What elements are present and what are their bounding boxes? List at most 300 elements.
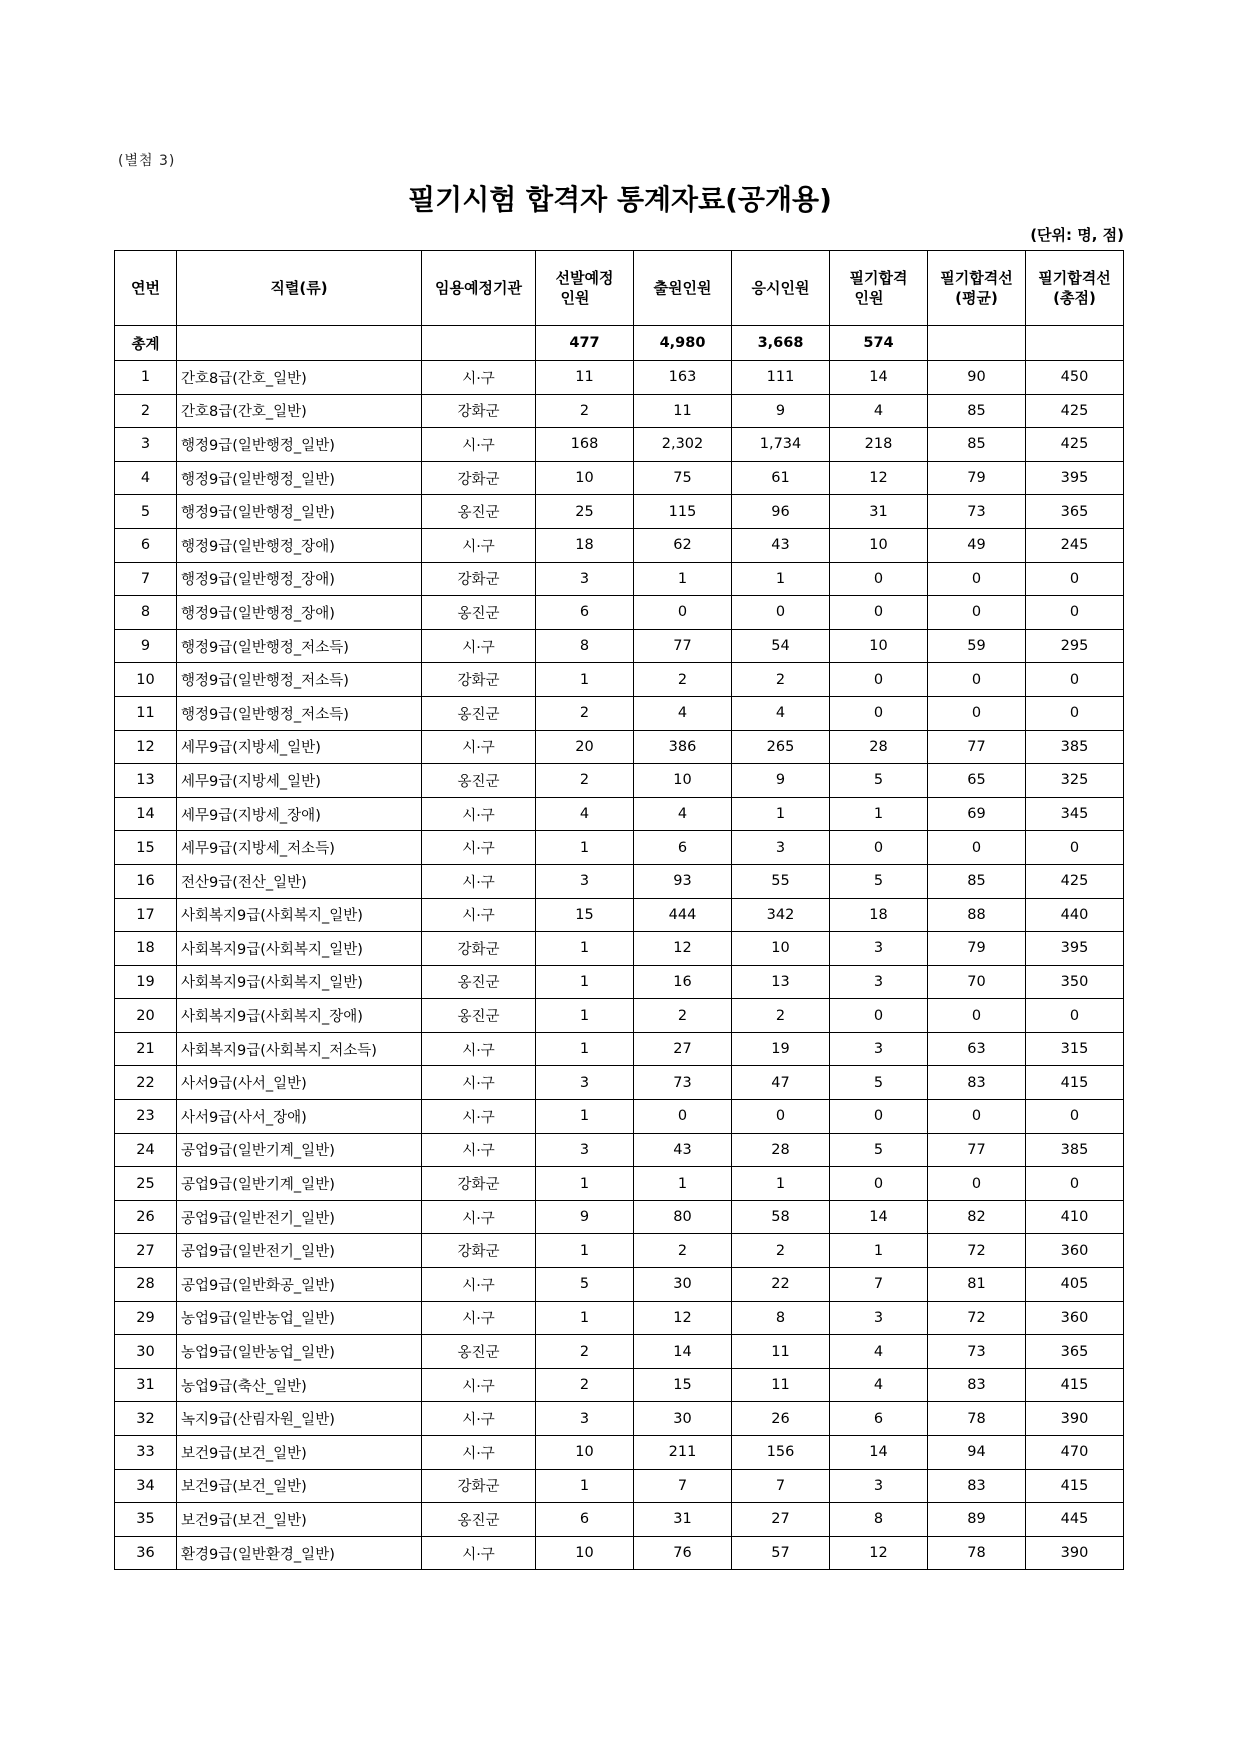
row-cutoff-avg: 69 (928, 797, 1026, 831)
row-examinees: 3 (732, 831, 830, 865)
row-passers: 0 (830, 663, 928, 697)
row-rank: 행정9급(일반행정_저소득) (177, 696, 422, 730)
header-cutoff-avg (928, 251, 1026, 326)
row-no: 18 (115, 932, 177, 966)
row-agency: 시·구 (422, 1066, 536, 1100)
row-passers: 0 (830, 1167, 928, 1201)
row-agency: 옹진군 (422, 965, 536, 999)
row-agency: 옹진군 (422, 495, 536, 529)
row-examinees: 2 (732, 663, 830, 697)
row-examinees: 2 (732, 999, 830, 1033)
row-planned: 4 (536, 797, 634, 831)
table-row (115, 864, 1124, 898)
row-no: 31 (115, 1368, 177, 1402)
row-cutoff-total: 0 (1026, 1100, 1124, 1134)
row-examinees: 0 (732, 1100, 830, 1134)
row-examinees: 96 (732, 495, 830, 529)
row-cutoff-avg: 0 (928, 831, 1026, 865)
table-row (115, 1200, 1124, 1234)
row-examinees: 19 (732, 1032, 830, 1066)
row-planned: 6 (536, 596, 634, 630)
row-passers: 4 (830, 1335, 928, 1369)
table-row (115, 1335, 1124, 1369)
row-planned: 1 (536, 965, 634, 999)
row-examinees: 1 (732, 797, 830, 831)
row-cutoff-avg: 0 (928, 663, 1026, 697)
row-examinees: 0 (732, 596, 830, 630)
row-passers: 0 (830, 1100, 928, 1134)
row-rank: 보건9급(보건_일반) (177, 1436, 422, 1470)
row-examinees: 11 (732, 1335, 830, 1369)
row-cutoff-total: 350 (1026, 965, 1124, 999)
row-passers: 12 (830, 1536, 928, 1570)
table-row (115, 1368, 1124, 1402)
row-passers: 28 (830, 730, 928, 764)
row-examinees: 13 (732, 965, 830, 999)
row-passers: 0 (830, 696, 928, 730)
row-cutoff-total: 425 (1026, 428, 1124, 462)
total-examinees: 3,668 (732, 326, 830, 361)
row-no: 24 (115, 1133, 177, 1167)
row-planned: 10 (536, 461, 634, 495)
row-rank: 전산9급(전산_일반) (177, 864, 422, 898)
table-row (115, 1032, 1124, 1066)
table-row (115, 1100, 1124, 1134)
row-cutoff-total: 425 (1026, 394, 1124, 428)
table-row (115, 1234, 1124, 1268)
row-planned: 10 (536, 1436, 634, 1470)
total-rank-empty (177, 326, 422, 361)
row-agency: 강화군 (422, 663, 536, 697)
header-cutoff-total-line1: 필기합격선 (1038, 269, 1111, 287)
row-passers: 5 (830, 1066, 928, 1100)
row-passers: 7 (830, 1268, 928, 1302)
row-agency: 시·구 (422, 428, 536, 462)
row-agency: 시·구 (422, 1268, 536, 1302)
table-row (115, 1436, 1124, 1470)
row-cutoff-avg: 73 (928, 1335, 1026, 1369)
row-no: 2 (115, 394, 177, 428)
row-passers: 31 (830, 495, 928, 529)
row-applicants: 11 (634, 394, 732, 428)
row-rank: 사회복지9급(사회복지_장애) (177, 999, 422, 1033)
row-cutoff-total: 415 (1026, 1469, 1124, 1503)
row-rank: 세무9급(지방세_일반) (177, 730, 422, 764)
row-applicants: 76 (634, 1536, 732, 1570)
row-applicants: 2 (634, 999, 732, 1033)
row-passers: 3 (830, 1032, 928, 1066)
header-passers (830, 251, 928, 326)
row-cutoff-avg: 88 (928, 898, 1026, 932)
row-examinees: 9 (732, 764, 830, 798)
row-agency: 시·구 (422, 1368, 536, 1402)
row-agency: 시·구 (422, 629, 536, 663)
table-row (115, 965, 1124, 999)
row-agency: 시·구 (422, 1200, 536, 1234)
row-agency: 강화군 (422, 461, 536, 495)
row-examinees: 26 (732, 1402, 830, 1436)
row-no: 16 (115, 864, 177, 898)
row-passers: 0 (830, 831, 928, 865)
row-passers: 4 (830, 394, 928, 428)
row-applicants: 211 (634, 1436, 732, 1470)
row-applicants: 115 (634, 495, 732, 529)
row-agency: 강화군 (422, 932, 536, 966)
statistics-table (114, 250, 1124, 1570)
header-planned-line2: 인원 (560, 289, 590, 307)
row-planned: 2 (536, 696, 634, 730)
row-cutoff-total: 0 (1026, 999, 1124, 1033)
row-applicants: 2 (634, 1234, 732, 1268)
table-row (115, 999, 1124, 1033)
row-examinees: 2 (732, 1234, 830, 1268)
row-cutoff-avg: 78 (928, 1536, 1026, 1570)
table-row (115, 1133, 1124, 1167)
row-planned: 168 (536, 428, 634, 462)
header-cutoff-total (1026, 251, 1124, 326)
table-row (115, 1402, 1124, 1436)
row-agency: 강화군 (422, 394, 536, 428)
row-no: 1 (115, 361, 177, 395)
row-applicants: 62 (634, 528, 732, 562)
row-planned: 6 (536, 1503, 634, 1537)
row-planned: 1 (536, 663, 634, 697)
header-passers-line1: 필기합격 (849, 269, 908, 287)
row-examinees: 28 (732, 1133, 830, 1167)
row-planned: 1 (536, 1032, 634, 1066)
table-row (115, 629, 1124, 663)
row-rank: 사서9급(사서_장애) (177, 1100, 422, 1134)
row-applicants: 43 (634, 1133, 732, 1167)
row-agency: 시·구 (422, 797, 536, 831)
row-no: 32 (115, 1402, 177, 1436)
row-cutoff-avg: 94 (928, 1436, 1026, 1470)
row-no: 4 (115, 461, 177, 495)
row-cutoff-avg: 79 (928, 461, 1026, 495)
row-cutoff-total: 0 (1026, 831, 1124, 865)
row-rank: 환경9급(일반환경_일반) (177, 1536, 422, 1570)
row-rank: 사서9급(사서_일반) (177, 1066, 422, 1100)
row-examinees: 1 (732, 1167, 830, 1201)
row-planned: 18 (536, 528, 634, 562)
total-label: 총계 (115, 326, 177, 361)
row-no: 28 (115, 1268, 177, 1302)
row-cutoff-total: 295 (1026, 629, 1124, 663)
row-no: 13 (115, 764, 177, 798)
row-cutoff-total: 440 (1026, 898, 1124, 932)
row-no: 14 (115, 797, 177, 831)
table-row (115, 495, 1124, 529)
row-no: 27 (115, 1234, 177, 1268)
table-row (115, 663, 1124, 697)
row-agency: 옹진군 (422, 1503, 536, 1537)
row-no: 35 (115, 1503, 177, 1537)
row-applicants: 163 (634, 361, 732, 395)
table-row (115, 428, 1124, 462)
row-passers: 3 (830, 965, 928, 999)
row-examinees: 10 (732, 932, 830, 966)
row-cutoff-total: 0 (1026, 1167, 1124, 1201)
row-applicants: 7 (634, 1469, 732, 1503)
row-rank: 공업9급(일반전기_일반) (177, 1234, 422, 1268)
row-agency: 시·구 (422, 528, 536, 562)
row-agency: 시·구 (422, 831, 536, 865)
row-no: 30 (115, 1335, 177, 1369)
row-rank: 행정9급(일반행정_장애) (177, 562, 422, 596)
row-examinees: 156 (732, 1436, 830, 1470)
row-cutoff-total: 360 (1026, 1301, 1124, 1335)
row-applicants: 93 (634, 864, 732, 898)
row-examinees: 57 (732, 1536, 830, 1570)
row-agency: 시·구 (422, 1536, 536, 1570)
row-passers: 0 (830, 562, 928, 596)
row-planned: 9 (536, 1200, 634, 1234)
row-cutoff-avg: 83 (928, 1368, 1026, 1402)
row-agency: 강화군 (422, 1469, 536, 1503)
table-row (115, 898, 1124, 932)
row-examinees: 54 (732, 629, 830, 663)
row-applicants: 77 (634, 629, 732, 663)
row-rank: 사회복지9급(사회복지_일반) (177, 898, 422, 932)
row-cutoff-total: 390 (1026, 1536, 1124, 1570)
row-planned: 3 (536, 562, 634, 596)
table-row (115, 1301, 1124, 1335)
table-row (115, 394, 1124, 428)
row-cutoff-avg: 90 (928, 361, 1026, 395)
row-examinees: 342 (732, 898, 830, 932)
row-rank: 세무9급(지방세_저소득) (177, 831, 422, 865)
row-no: 12 (115, 730, 177, 764)
row-agency: 시·구 (422, 1133, 536, 1167)
row-passers: 1 (830, 1234, 928, 1268)
row-examinees: 58 (732, 1200, 830, 1234)
row-no: 11 (115, 696, 177, 730)
header-agency: 임용예정기관 (422, 251, 536, 326)
row-passers: 218 (830, 428, 928, 462)
row-agency: 시·구 (422, 1032, 536, 1066)
row-applicants: 6 (634, 831, 732, 865)
row-planned: 3 (536, 1402, 634, 1436)
row-no: 34 (115, 1469, 177, 1503)
row-cutoff-avg: 89 (928, 1503, 1026, 1537)
table-row (115, 831, 1124, 865)
row-rank: 공업9급(일반화공_일반) (177, 1268, 422, 1302)
row-planned: 25 (536, 495, 634, 529)
table-row (115, 696, 1124, 730)
row-cutoff-avg: 85 (928, 428, 1026, 462)
row-cutoff-avg: 70 (928, 965, 1026, 999)
header-no: 연번 (115, 251, 177, 326)
row-agency: 옹진군 (422, 596, 536, 630)
table-row (115, 461, 1124, 495)
row-no: 21 (115, 1032, 177, 1066)
row-cutoff-total: 415 (1026, 1368, 1124, 1402)
table-row (115, 1167, 1124, 1201)
row-agency: 시·구 (422, 1402, 536, 1436)
document-title: 필기시험 합격자 통계자료(공개용) (408, 183, 832, 216)
row-cutoff-avg: 63 (928, 1032, 1026, 1066)
row-examinees: 4 (732, 696, 830, 730)
row-planned: 3 (536, 864, 634, 898)
row-passers: 14 (830, 361, 928, 395)
table-row (115, 1066, 1124, 1100)
header-cutoff-avg-line2: (평균) (955, 289, 998, 307)
row-cutoff-avg: 73 (928, 495, 1026, 529)
row-no: 19 (115, 965, 177, 999)
row-cutoff-total: 385 (1026, 730, 1124, 764)
row-agency: 옹진군 (422, 1335, 536, 1369)
row-passers: 14 (830, 1436, 928, 1470)
row-no: 10 (115, 663, 177, 697)
row-cutoff-avg: 0 (928, 596, 1026, 630)
table-row (115, 1268, 1124, 1302)
row-cutoff-avg: 0 (928, 696, 1026, 730)
row-examinees: 43 (732, 528, 830, 562)
row-planned: 2 (536, 1335, 634, 1369)
row-rank: 행정9급(일반행정_일반) (177, 461, 422, 495)
row-no: 8 (115, 596, 177, 630)
row-applicants: 15 (634, 1368, 732, 1402)
row-cutoff-avg: 72 (928, 1301, 1026, 1335)
row-applicants: 73 (634, 1066, 732, 1100)
row-examinees: 1,734 (732, 428, 830, 462)
row-planned: 3 (536, 1066, 634, 1100)
row-passers: 3 (830, 1469, 928, 1503)
row-cutoff-total: 405 (1026, 1268, 1124, 1302)
row-rank: 행정9급(일반행정_일반) (177, 495, 422, 529)
row-applicants: 30 (634, 1268, 732, 1302)
total-cutoff-total (1026, 326, 1124, 361)
row-passers: 1 (830, 797, 928, 831)
row-cutoff-avg: 0 (928, 1167, 1026, 1201)
row-passers: 5 (830, 764, 928, 798)
row-rank: 보건9급(보건_일반) (177, 1469, 422, 1503)
row-no: 5 (115, 495, 177, 529)
row-planned: 2 (536, 394, 634, 428)
row-cutoff-total: 0 (1026, 663, 1124, 697)
header-examinees: 응시인원 (732, 251, 830, 326)
row-applicants: 80 (634, 1200, 732, 1234)
total-passers: 574 (830, 326, 928, 361)
row-cutoff-total: 385 (1026, 1133, 1124, 1167)
row-cutoff-total: 315 (1026, 1032, 1124, 1066)
row-rank: 사회복지9급(사회복지_일반) (177, 932, 422, 966)
row-planned: 1 (536, 1469, 634, 1503)
row-planned: 1 (536, 932, 634, 966)
row-rank: 농업9급(일반농업_일반) (177, 1335, 422, 1369)
row-cutoff-avg: 0 (928, 999, 1026, 1033)
table-row (115, 932, 1124, 966)
row-agency: 강화군 (422, 1167, 536, 1201)
row-passers: 3 (830, 932, 928, 966)
row-agency: 강화군 (422, 1234, 536, 1268)
header-cutoff-total-line2: (총점) (1053, 289, 1096, 307)
row-cutoff-avg: 83 (928, 1066, 1026, 1100)
row-rank: 녹지9급(산림자원_일반) (177, 1402, 422, 1436)
row-planned: 1 (536, 1100, 634, 1134)
row-applicants: 31 (634, 1503, 732, 1537)
row-rank: 행정9급(일반행정_장애) (177, 528, 422, 562)
row-agency: 시·구 (422, 1100, 536, 1134)
row-cutoff-total: 0 (1026, 562, 1124, 596)
row-no: 9 (115, 629, 177, 663)
row-planned: 15 (536, 898, 634, 932)
row-applicants: 16 (634, 965, 732, 999)
row-applicants: 0 (634, 1100, 732, 1134)
attachment-label: (별첨 3) (118, 153, 176, 169)
row-no: 26 (115, 1200, 177, 1234)
row-rank: 세무9급(지방세_장애) (177, 797, 422, 831)
row-cutoff-total: 245 (1026, 528, 1124, 562)
row-planned: 2 (536, 764, 634, 798)
row-planned: 10 (536, 1536, 634, 1570)
row-applicants: 0 (634, 596, 732, 630)
row-rank: 간호8급(간호_일반) (177, 361, 422, 395)
row-passers: 12 (830, 461, 928, 495)
row-rank: 세무9급(지방세_일반) (177, 764, 422, 798)
row-planned: 8 (536, 629, 634, 663)
row-no: 22 (115, 1066, 177, 1100)
table-row (115, 1536, 1124, 1570)
row-cutoff-avg: 79 (928, 932, 1026, 966)
row-agency: 시·구 (422, 1301, 536, 1335)
row-cutoff-avg: 77 (928, 730, 1026, 764)
row-cutoff-total: 395 (1026, 461, 1124, 495)
row-applicants: 14 (634, 1335, 732, 1369)
row-cutoff-avg: 0 (928, 1100, 1026, 1134)
header-passers-line2: 인원 (854, 289, 884, 307)
row-cutoff-total: 0 (1026, 696, 1124, 730)
row-cutoff-total: 450 (1026, 361, 1124, 395)
row-cutoff-total: 390 (1026, 1402, 1124, 1436)
row-cutoff-avg: 59 (928, 629, 1026, 663)
row-cutoff-avg: 77 (928, 1133, 1026, 1167)
table-row (115, 764, 1124, 798)
row-applicants: 2 (634, 663, 732, 697)
row-passers: 4 (830, 1368, 928, 1402)
row-no: 20 (115, 999, 177, 1033)
row-no: 25 (115, 1167, 177, 1201)
row-planned: 20 (536, 730, 634, 764)
row-passers: 5 (830, 864, 928, 898)
row-examinees: 265 (732, 730, 830, 764)
row-applicants: 75 (634, 461, 732, 495)
row-no: 33 (115, 1436, 177, 1470)
row-rank: 간호8급(간호_일반) (177, 394, 422, 428)
row-agency: 옹진군 (422, 764, 536, 798)
row-examinees: 8 (732, 1301, 830, 1335)
row-agency: 시·구 (422, 864, 536, 898)
table-row (115, 361, 1124, 395)
row-rank: 행정9급(일반행정_일반) (177, 428, 422, 462)
row-rank: 행정9급(일반행정_저소득) (177, 663, 422, 697)
row-applicants: 4 (634, 797, 732, 831)
row-cutoff-avg: 0 (928, 562, 1026, 596)
row-no: 17 (115, 898, 177, 932)
row-cutoff-total: 365 (1026, 1335, 1124, 1369)
row-applicants: 30 (634, 1402, 732, 1436)
row-no: 3 (115, 428, 177, 462)
row-cutoff-total: 365 (1026, 495, 1124, 529)
row-no: 29 (115, 1301, 177, 1335)
row-examinees: 61 (732, 461, 830, 495)
row-planned: 11 (536, 361, 634, 395)
row-no: 6 (115, 528, 177, 562)
row-rank: 사회복지9급(사회복지_일반) (177, 965, 422, 999)
row-passers: 3 (830, 1301, 928, 1335)
row-applicants: 1 (634, 562, 732, 596)
table-row (115, 562, 1124, 596)
